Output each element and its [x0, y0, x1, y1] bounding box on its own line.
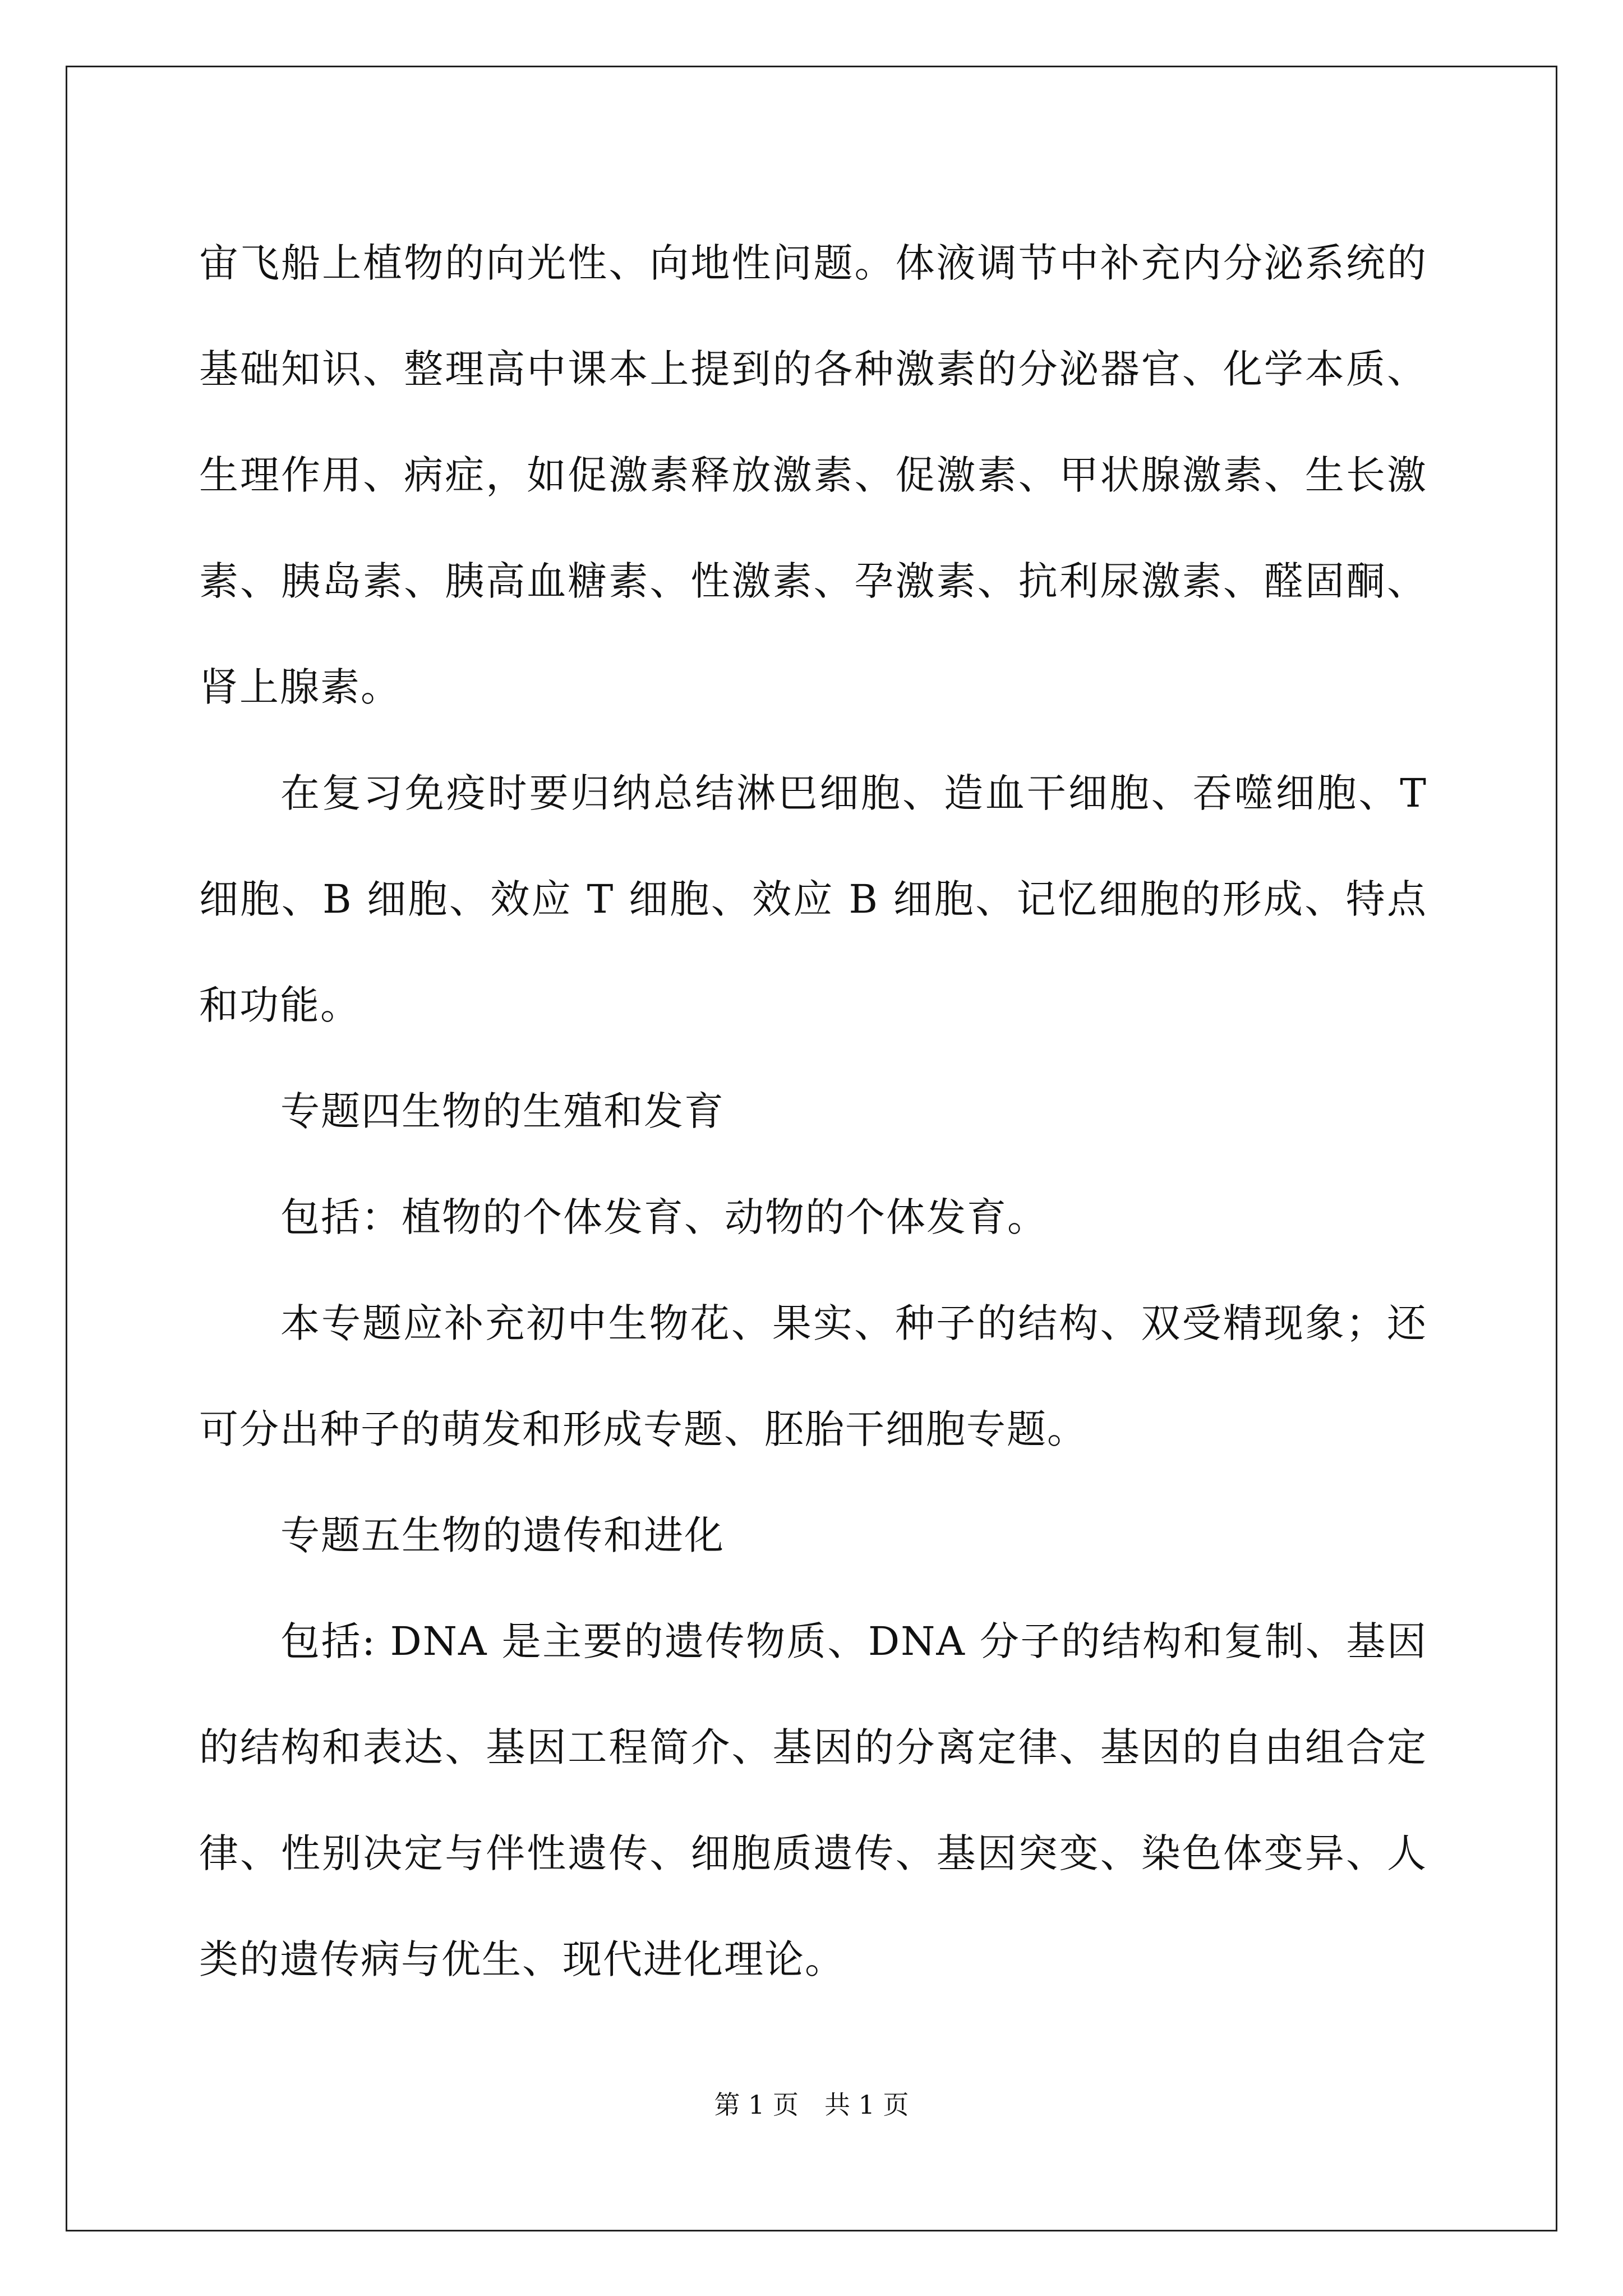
paragraph-endocrine: 宙飞船上植物的向光性、向地性问题。体液调节中补充内分泌系统的基础知识、整理高中课本上提到的各种激素的分泌器官、化学本质、生理作用、病症，如促激素释放激素、促激素、甲状腺激素、生长激素、胰岛素、胰高血糖素、性激素、孕激素、抗利尿激素、醛固酮、肾上腺素。 [199, 240, 1427, 710]
paragraph-immunity: 在复习免疫时要归纳总结淋巴细胞、造血干细胞、吞噬细胞、T 细胞、B 细胞、效应 T 细胞、效应 B 细胞、记忆细胞的形成、特点和功能。 [199, 770, 1427, 1028]
heading-topic-four: 专题四生物的生殖和发育 [280, 1088, 725, 1134]
document-body [199, 210, 1427, 2013]
heading-topic-five: 专题五生物的遗传和进化 [280, 1512, 725, 1558]
page-number-current: 第 1 页 [714, 2090, 799, 2120]
page-number-total: 共 1 页 [824, 2090, 909, 2120]
paragraph-topic-five-scope: 包括: DNA 是主要的遗传物质、DNA 分子的结构和复制、基因的结构和表达、基因工程简介、基因的分离定律、基因的自由组合定律、性别决定与伴性遗传、细胞质遗传、基因突变、染色体变异、人类的遗传病与优生、现代进化理论。 [199, 1618, 1427, 1982]
paragraph-topic-four-supplement: 本专题应补充初中生物花、果实、种子的结构、双受精现象；还可分出种子的萌发和形成专题、胚胎干细胞专题。 [199, 1300, 1427, 1452]
page-footer [0, 2088, 1623, 2122]
paragraph-topic-four-scope: 包括：植物的个体发育、动物的个体发育。 [280, 1194, 1048, 1240]
